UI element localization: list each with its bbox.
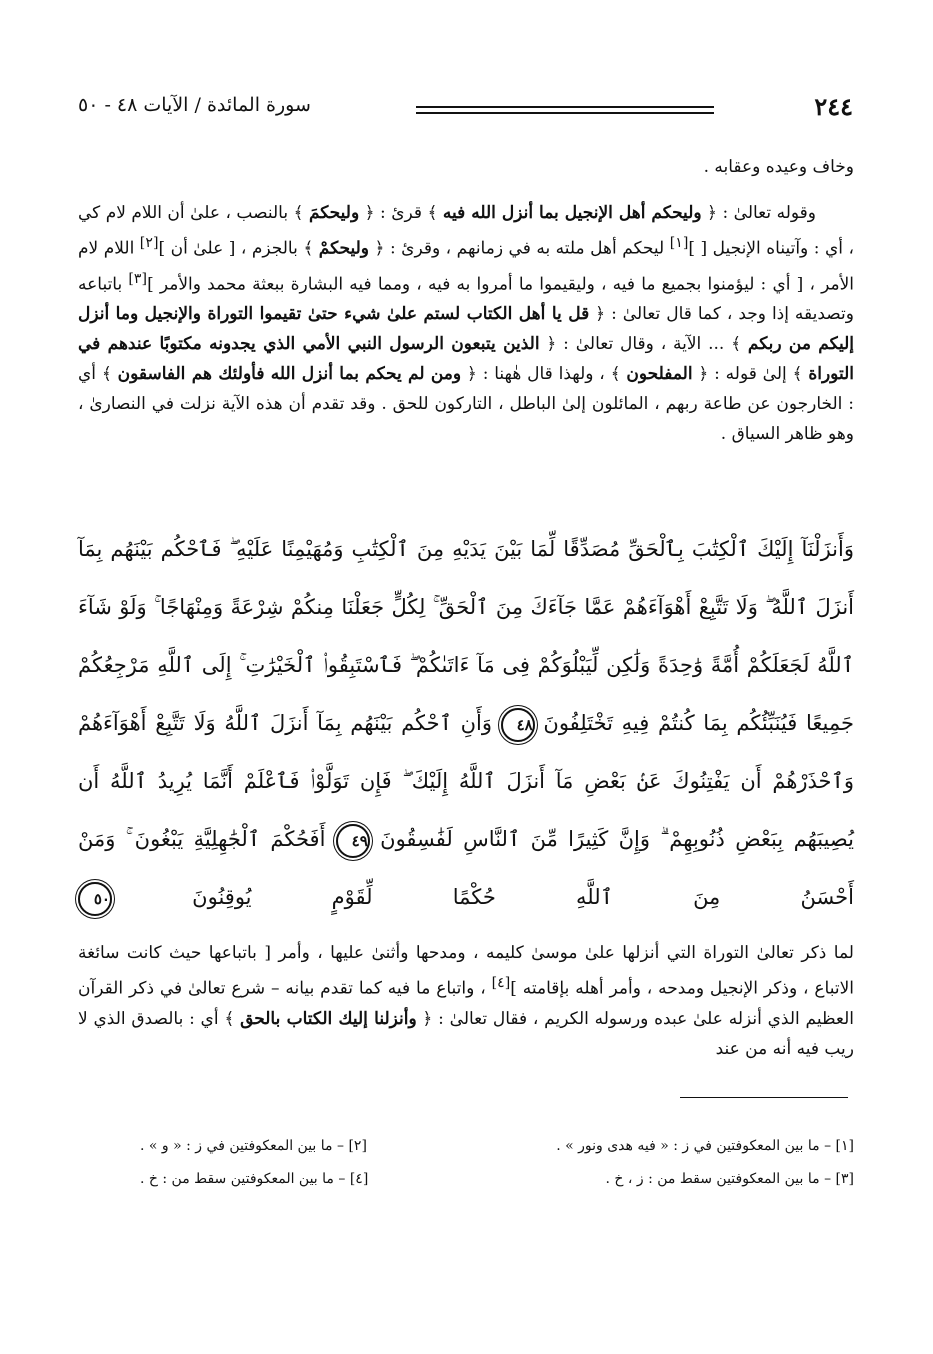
- verse-end-marker: ٥٠: [78, 882, 112, 916]
- verse-49: وَأَنِ ٱحْكُم بَيْنَهُم بِمَآ أَنزَلَ ٱللَّهُ وَلَا تَتَّبِعْ أَهْوَآءَهُمْ وَٱحْذَرْهُمْ أَن يَفْتِنُوكَ عَنۢ بَعْضِ مَآ أَنزَلَ ٱللَّهُ إِلَيْكَ ۖ فَإِن تَوَلَّوْا۟ فَٱعْلَمْ أَنَّمَا يُرِيدُ ٱللَّهُ أَن يُصِيبَهُم بِبَعْضِ ذُنُوبِهِمْ ۗ وَإِنَّ كَثِيرًا مِّنَ ٱلنَّاسِ لَفَٰسِقُونَ: [78, 711, 854, 851]
- quran-verses: [78, 520, 854, 926]
- header-rule: [416, 106, 714, 108]
- footnote-ref: [٣]: [128, 270, 148, 287]
- paragraph-1: وخاف وعيده وعقابه .: [703, 157, 854, 177]
- footnote-3: [٣] – ما بين المعكوفتين سقط من : ز ، خ .: [605, 1171, 854, 1187]
- footnotes: [140, 1130, 854, 1196]
- verse-50: أَفَحُكْمَ ٱلْجَٰهِلِيَّةِ يَبْغُونَ ۚ وَمَنْ أَحْسَنُ مِنَ ٱللَّهِ حُكْمًا لِّقَوْمٍ يُوقِنُونَ: [78, 827, 854, 909]
- footnote-row: [140, 1130, 854, 1163]
- chapter-title: سورة المائدة / الآيات ٤٨ - ٥٠: [78, 94, 311, 116]
- running-header: [78, 92, 853, 128]
- verse-end-marker: ٤٨: [501, 708, 535, 742]
- verse-end-marker: ٤٩: [336, 824, 370, 858]
- footnote-4: [٤] – ما بين المعكوفتين سقط من : خ .: [140, 1171, 369, 1187]
- footnote-1: [١] – ما بين المعكوفتين في ز : « فيه هدى ونور » .: [556, 1138, 854, 1154]
- page-number: ٢٤٤: [814, 92, 853, 121]
- footnote-row: [140, 1163, 854, 1196]
- paragraph-3: لما ذكر تعالىٰ التوراة التي أنزلها علىٰ موسىٰ كليمه ، ومدحها وأثنىٰ عليها ، وأمر [ باتباعها حيث كانت سائغة الاتباع ، وذكر الإنجيل ومدحه ، وأمر أهله بإقامته ][٤] ، واتباع ما فيه كما تقدم بيانه – شرع تعالىٰ في ذكر القرآن العظيم الذي أنزله علىٰ عبده ورسوله الكريم ، فقال تعالىٰ : ﴿ وأنزلنا إليك الكتاب بالحق ﴾ أي : بالصدق الذي لا ريب فيه أنه من عند: [78, 943, 854, 1059]
- header-rule: [416, 112, 714, 114]
- footnote-ref: [١]: [669, 235, 689, 251]
- footnote-ref: [٤]: [491, 975, 511, 991]
- footnote-divider: [680, 1097, 848, 1098]
- footnote-2: [٢] – ما بين المعكوفتين في ز : « و » .: [140, 1138, 367, 1154]
- paragraph-2: وقوله تعالىٰ : ﴿ وليحكم أهل الإنجيل بما أنزل الله فيه ﴾ قرئ : ﴿ وليحكمَ ﴾ بالنصب ، علىٰ أن اللام لام كي ، أي : وآتيناه الإنجيل [ ][١] ليحكم أهل ملته به في زمانهم ، وقرئ : ﴿ وليحكمْ ﴾ بالجزم ، [ علىٰ أن ][٢] اللام لام الأمر ، [ أي : ليؤمنوا بجميع ما فيه ، وليقيموا ما أمروا به فيه ، ومما فيه البشارة ببعثة محمد والأمر ][٣] باتباعه وتصديقه إذا وجد ، كما قال تعالىٰ : ﴿ قل يا أهل الكتاب لستم علىٰ شيء حتىٰ تقيموا التوراة والإنجيل وما أنزل إليكم من ربكم ﴾ ... الآية ، وقال تعالىٰ : ﴿ الذين يتبعون الرسول النبي الأمي الذي يجدونه مكتوبًا عندهم في التوراة ﴾ إلىٰ قوله : ﴿ المفلحون ﴾ ، ولهذا قال هٰهنا : ﴿ ومن لم يحكم بما أنزل الله فأولئك هم الفاسقون ﴾ أي : الخارجون عن طاعة ربهم ، المائلون إلىٰ الباطل ، التاركون للحق . وقد تقدم أن هذه الآية نزلت في النصارىٰ ، وهو ظاهر السياق .: [78, 203, 855, 445]
- footnote-ref: [٢]: [139, 235, 159, 251]
- verse-48: وَأَنزَلْنَآ إِلَيْكَ ٱلْكِتَٰبَ بِٱلْحَقِّ مُصَدِّقًا لِّمَا بَيْنَ يَدَيْهِ مِنَ ٱلْكِتَٰبِ وَمُهَيْمِنًا عَلَيْهِ ۖ فَٱحْكُم بَيْنَهُم بِمَآ أَنزَلَ ٱللَّهُ ۖ وَلَا تَتَّبِعْ أَهْوَآءَهُمْ عَمَّا جَآءَكَ مِنَ ٱلْحَقِّ ۚ لِكُلٍّ جَعَلْنَا مِنكُمْ شِرْعَةً وَمِنْهَاجًا ۚ وَلَوْ شَآءَ ٱللَّهُ لَجَعَلَكُمْ أُمَّةً وَٰحِدَةً وَلَٰكِن لِّيَبْلُوَكُمْ فِى مَآ ءَاتَىٰكُمْ ۖ فَٱسْتَبِقُوا۟ ٱلْخَيْرَٰتِ ۚ إِلَى ٱللَّهِ مَرْجِعُكُمْ جَمِيعًا فَيُنَبِّئُكُم بِمَا كُنتُمْ فِيهِ تَخْتَلِفُونَ: [78, 537, 854, 735]
